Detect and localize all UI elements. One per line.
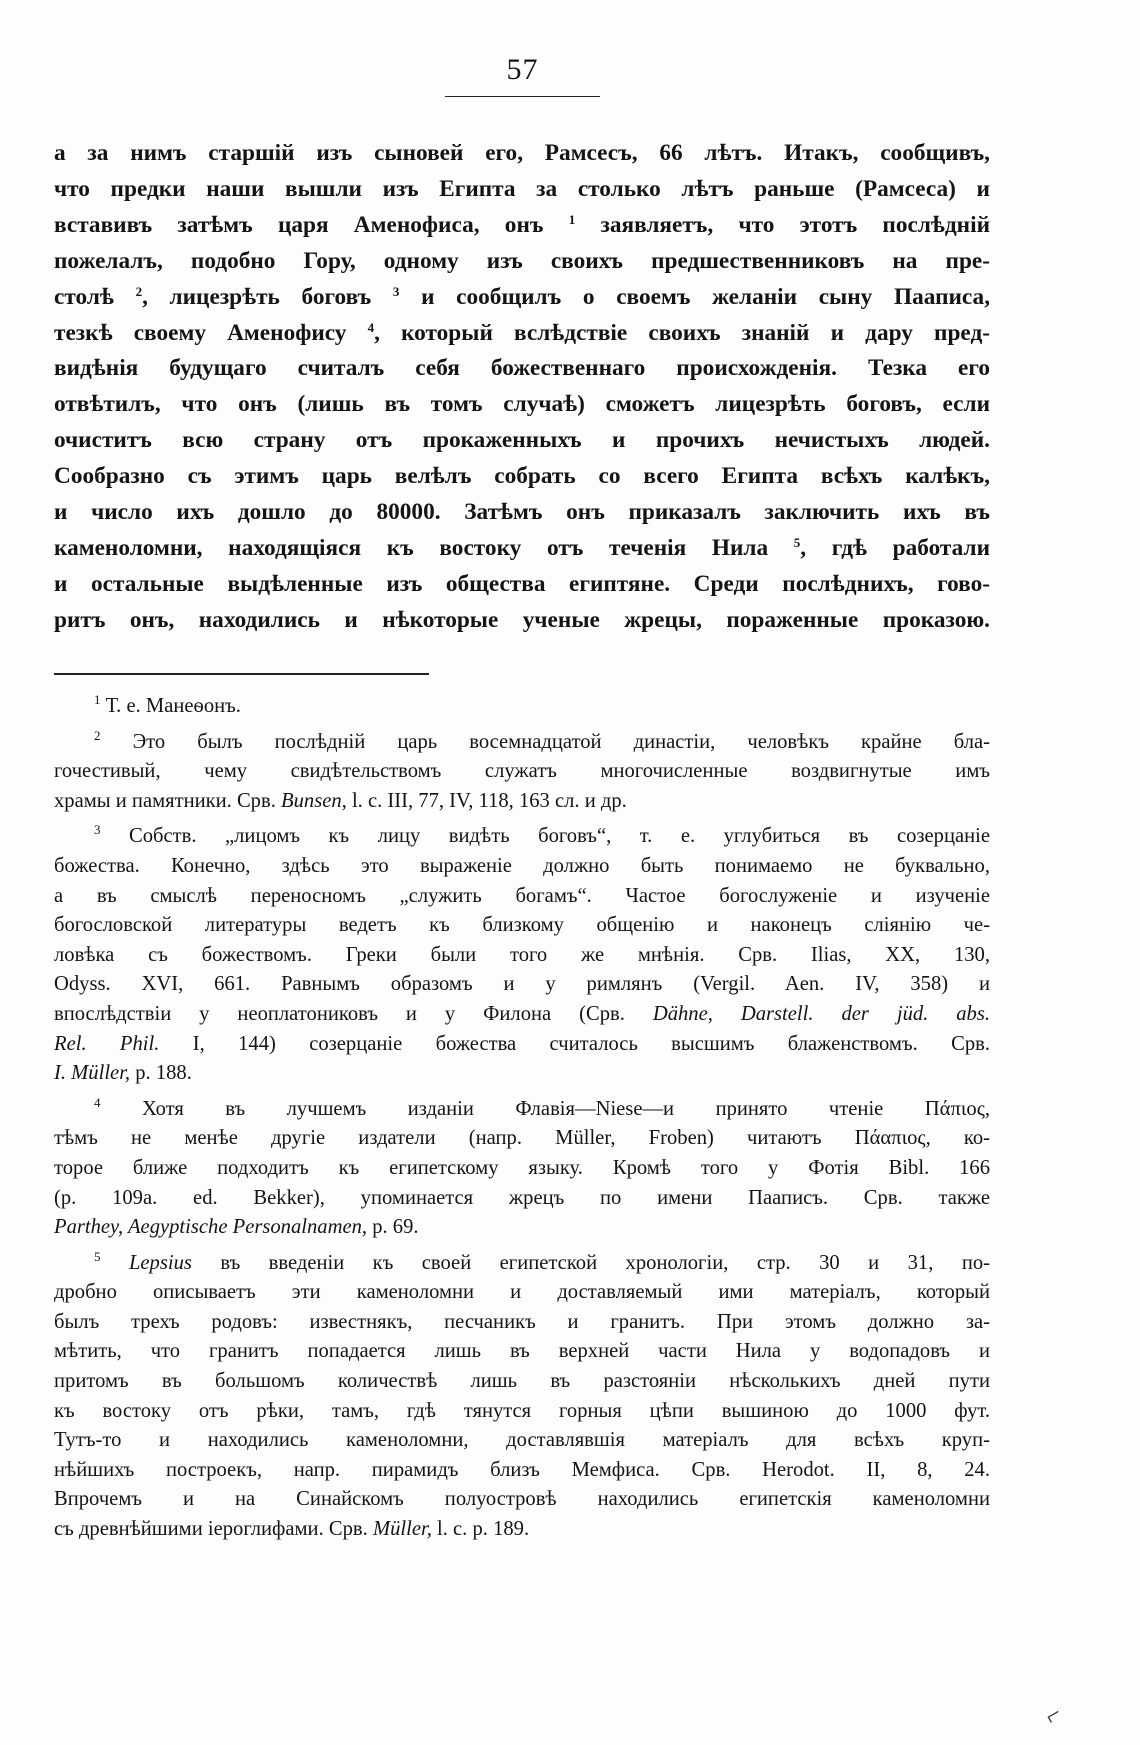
footnote-line: нѣйшихъ построекъ, напр. пирамидъ близъ Мемфиса. Срв. Herodot. II, 8, 24.	[54, 1458, 990, 1481]
footnote-divider	[54, 673, 429, 675]
footnote-ref-3[interactable]: 3	[392, 283, 400, 299]
footnote-line: Впрочемъ и на Синайскомъ полуостровѣ находились египетскія каменоломни	[54, 1488, 990, 1511]
footnote-line: Тутъ-то и находились каменоломни, доставлявшія матеріалъ для всѣхъ круп-	[54, 1429, 990, 1452]
footnote-line: $^5$ Lepsius въ введеніи къ своей египетской хронологіи, стр. 30 и 31, по-	[94, 1248, 990, 1274]
footnote-line: ловѣка съ божествомъ. Греки были того же мнѣнія. Срв. Ilias, XX, 130,	[54, 943, 990, 966]
footnote-ref-5[interactable]: 5	[793, 534, 801, 550]
main-text	[54, 136, 990, 639]
footnote-ref-1[interactable]: 1	[568, 211, 576, 227]
footnote-line: Rel. Phil. I, 144) созерцаніе божества считалось высшимъ блаженствомъ. Срв.	[54, 1032, 990, 1055]
footnote-line: божества. Конечно, здѣсь это выраженіе должно быть понимаемо не буквально,	[54, 854, 990, 877]
footnote-line: притомъ въ большомъ количествѣ лишь въ разстояніи нѣсколькихъ дней пути	[54, 1370, 990, 1393]
text-line: очиститъ всю страну отъ прокаженныхъ и прочихъ нечистыхъ людей.	[54, 427, 990, 454]
footnote-line: $^3$ Собств. „лицомъ къ лицу видѣть боговъ“, т. е. углубиться въ созерцаніе	[94, 822, 990, 848]
footnote-line: а въ смыслѣ переносномъ „служить богамъ“. Частое богослуженіе и изученіе	[54, 884, 990, 907]
text-line: тезкѣ своему Аменофису $^4$, который вслѣдствіе своихъ знаній и дару пред-	[54, 319, 990, 346]
footnote-ref-2[interactable]: 2	[135, 283, 143, 299]
footnote-ref-4[interactable]: 4	[367, 319, 375, 335]
footnote-line: $^2$ Это былъ послѣдній царь восемнадцатой династіи, человѣкъ крайне бла-	[94, 727, 990, 753]
text-line: пожелалъ, подобно Гору, одному изъ своихъ предшественниковъ на пре-	[54, 247, 990, 274]
footnote-line: впослѣдствіи у неоплатониковъ и у Филона (Срв. Dähne, Darstell. der jüd. abs.	[54, 1002, 991, 1025]
text-line: Сообразно съ этимъ царь велѣлъ собрать со всего Египта всѣхъ калѣкъ,	[54, 463, 990, 490]
footnote-3	[54, 822, 990, 1088]
footnotes	[54, 692, 990, 1545]
footnote-5	[54, 1249, 990, 1545]
footnote-line: Odyss. XVI, 661. Равнымъ образомъ и у римлянъ (Vergil. Aen. IV, 358) и	[54, 973, 990, 996]
page-number: 57	[506, 53, 539, 86]
footnote-line: храмы и памятники. Срв. Bunsen, l. c. III, 77, IV, 118, 163 сл. и др.	[54, 789, 627, 812]
pen-mark-icon: ⌐	[1039, 1698, 1067, 1731]
footnote-line: мѣтить, что гранитъ попадается лишь въ верхней части Нила у водопадовъ и	[54, 1340, 990, 1363]
text-line: видѣнія будущаго считалъ себя божественнаго происхожденія. Тезка его	[54, 355, 990, 382]
footnote-marker: 3	[94, 822, 101, 838]
footnote-line: къ востоку отъ рѣки, тамъ, гдѣ тянутся горныя цѣпи вышиною до 1000 фут.	[54, 1399, 990, 1422]
footnote-line: Parthey, Aegyptische Personalnamen, p. 69.	[54, 1216, 419, 1239]
footnote-line: $^1$ Т. е. Манеѳонъ.	[94, 692, 241, 717]
footnote-marker: 4	[94, 1094, 101, 1110]
footnote-marker: 2	[94, 727, 101, 743]
text-line: и остальные выдѣленные изъ общества египтяне. Среди послѣднихъ, гово-	[54, 570, 990, 597]
footnote-line: $^4$ Хотя въ лучшемъ изданіи Флавія—Niese—и принято чтеніе Πάπιος,	[94, 1094, 990, 1120]
footnote-line: богословской литературы ведетъ къ близкому общенію и наконецъ сліянію че-	[54, 914, 990, 937]
footnote-2	[54, 728, 990, 817]
footnote-line: былъ трехъ родовъ: известнякъ, песчаникъ и гранитъ. При этомъ должно за-	[54, 1310, 990, 1333]
text-line: а за нимъ старшій изъ сыновей его, Рамсесъ, 66 лѣтъ. Итакъ, сообщивъ,	[54, 140, 990, 166]
header-rule	[445, 96, 600, 97]
footnote-1	[54, 692, 990, 722]
footnote-line: дробно описываетъ эти каменоломни и доставляемый ими матеріалъ, который	[54, 1281, 990, 1304]
text-line: столѣ $^2$, лицезрѣть боговъ $^3$ и сообщилъ о своемъ желаніи сыну Пааписа,	[54, 283, 991, 310]
text-line: ритъ онъ, находились и нѣкоторые ученые жрецы, пораженные проказою.	[54, 606, 990, 633]
text-line: что предки наши вышли изъ Египта за столько лѣтъ раньше (Рамсеса) и	[54, 175, 990, 202]
footnote-line: съ древнѣйшими іероглифами. Срв. Müller, l. c. p. 189.	[54, 1518, 530, 1541]
footnote-line: (p. 109a. ed. Bekker), упоминается жрецъ по имени Пааписъ. Срв. также	[54, 1186, 990, 1209]
text-line: каменоломни, находящіяся къ востоку отъ теченія Нила $^5$, гдѣ работали	[54, 534, 990, 561]
footnote-line: гочестивый, чему свидѣтельствомъ служатъ многочисленные воздвигнутые имъ	[54, 760, 990, 783]
footnote-4	[54, 1095, 990, 1243]
footnote-line: тѣмъ не менѣе другіе издатели (напр. Müller, Froben) читаютъ Πάαπιος, ко-	[54, 1127, 990, 1150]
text-line: вставивъ затѣмъ царя Аменофиса, онъ $^1$ заявляетъ, что этотъ послѣдній	[54, 211, 990, 238]
text-line: отвѣтилъ, что онъ (лишь въ томъ случаѣ) сможетъ лицезрѣть боговъ, если	[54, 391, 990, 418]
footnote-marker: 1	[94, 692, 101, 707]
footnote-line: торое ближе подходитъ къ египетскому языку. Кромѣ того у Фотія Bibl. 166	[54, 1156, 990, 1179]
footnote-marker: 5	[94, 1248, 101, 1264]
text-line: и число ихъ дошло до 80000. Затѣмъ онъ приказалъ заключить ихъ въ	[54, 499, 990, 526]
footnote-line: I. Müller, p. 188.	[54, 1062, 192, 1085]
